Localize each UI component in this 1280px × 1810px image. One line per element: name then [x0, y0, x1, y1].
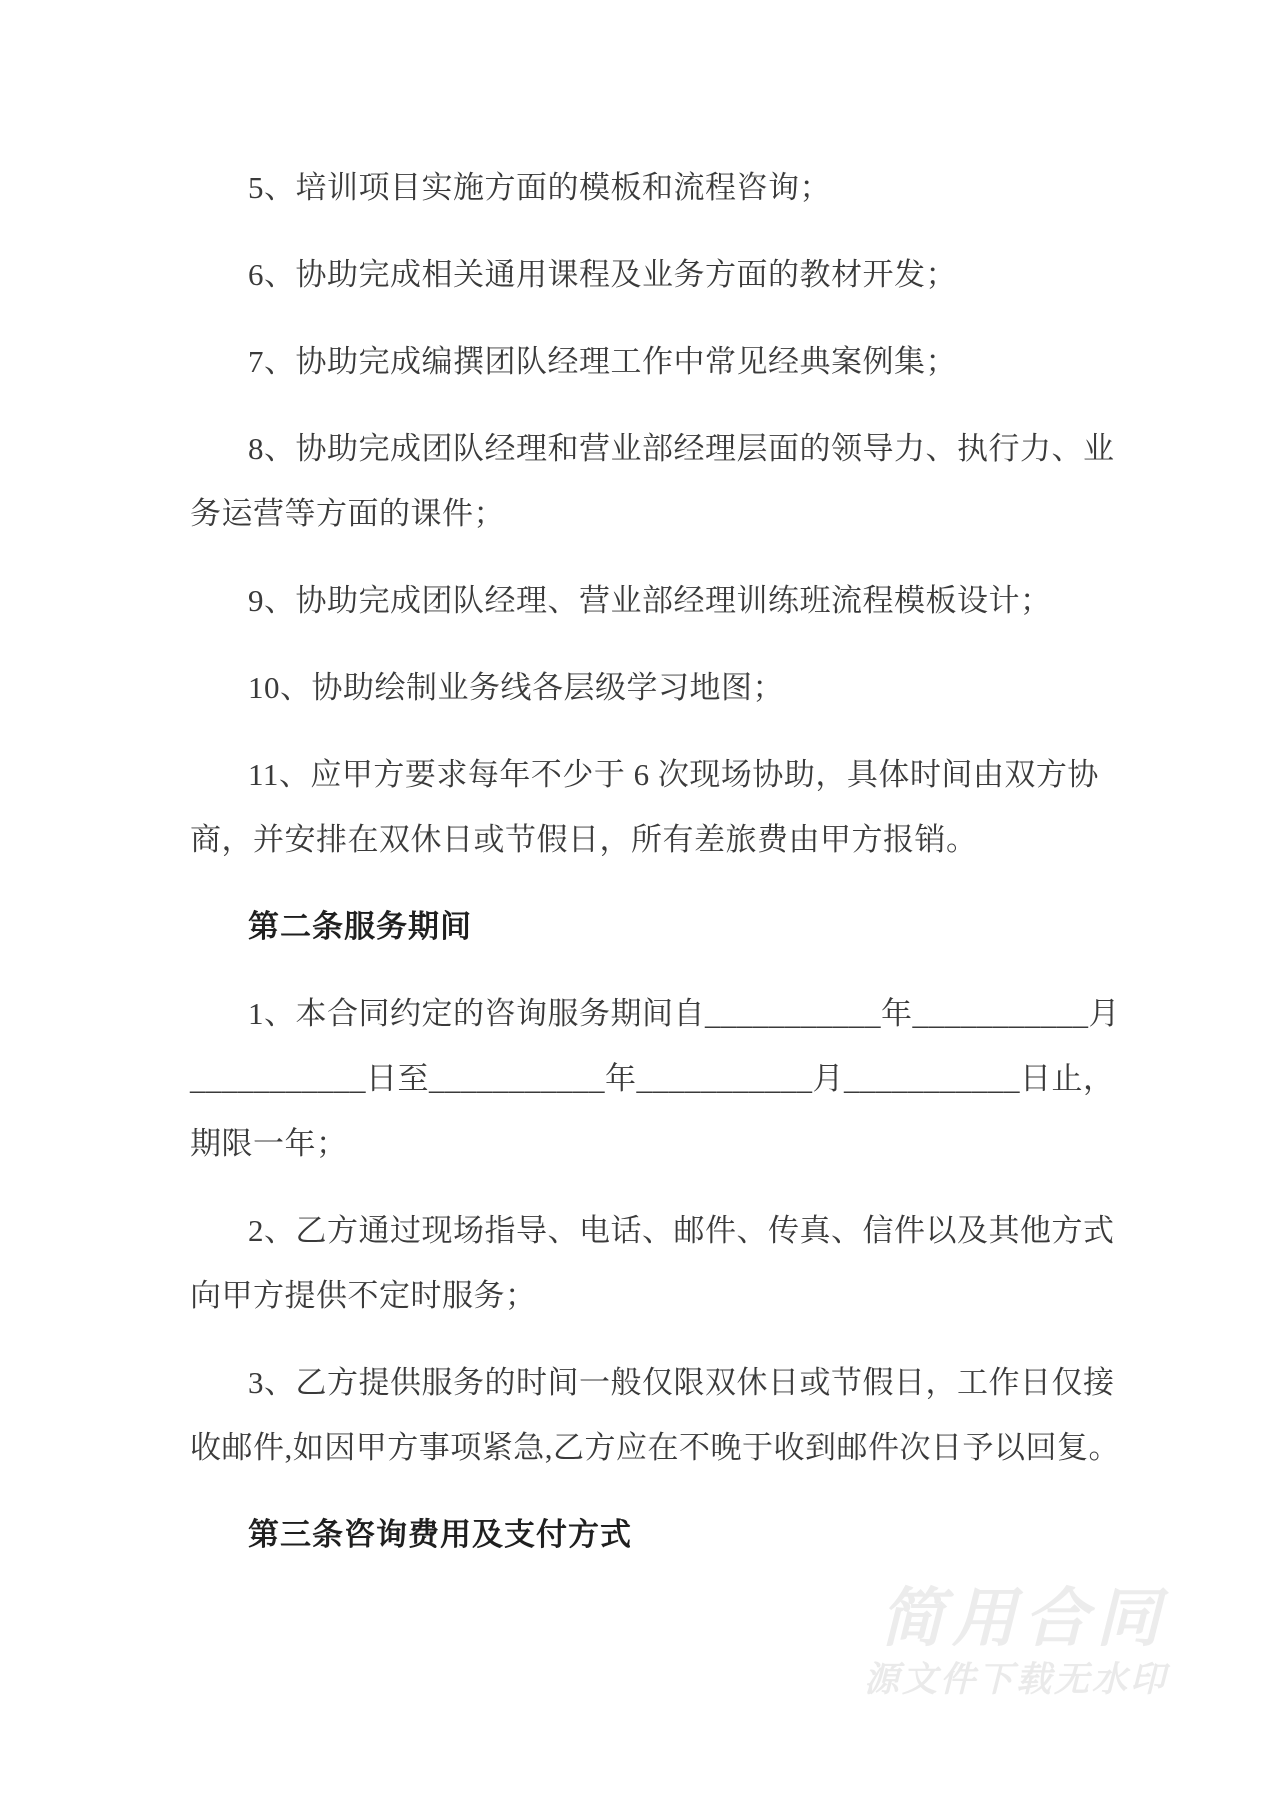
clause-item-6 — [190, 242, 1095, 307]
section-heading-article-2 — [190, 894, 1095, 959]
clause-text-line: 向甲方提供不定时服务； — [190, 1278, 537, 1313]
clause-item-1-service-period — [190, 981, 1120, 1176]
section-heading-article-3 — [190, 1502, 1095, 1567]
clause-text-line: 11、应甲方要求每年不少于 6 次现场协助，具体时间由双方协 — [248, 757, 1099, 792]
clause-item-10 — [190, 655, 1095, 720]
clause-item-8 — [190, 416, 1115, 546]
clause-text-line: 收邮件,如因甲方事项紧急,乙方应在不晚于收到邮件次日予以回复。 — [190, 1430, 1120, 1465]
heading-text: 第三条咨询费用及支付方式 — [248, 1517, 632, 1552]
clause-item-7 — [190, 329, 1095, 394]
clause-text-line-with-blanks: 1、本合同约定的咨询服务期间自___________年___________月 — [248, 996, 1120, 1031]
watermark — [864, 1578, 1168, 1702]
clause-text-line: 务运营等方面的课件； — [190, 496, 505, 531]
clause-text-line: 3、乙方提供服务的时间一般仅限双休日或节假日，工作日仅接 — [248, 1365, 1115, 1400]
clause-text-line: 期限一年； — [190, 1126, 348, 1161]
clause-text-line: 5、培训项目实施方面的模板和流程咨询； — [248, 170, 831, 205]
clause-text-line: 9、协助完成团队经理、营业部经理训练班流程模板设计； — [248, 583, 1052, 618]
clause-text-line: 2、乙方通过现场指导、电话、邮件、传真、信件以及其他方式 — [248, 1213, 1115, 1248]
contract-body — [190, 155, 1120, 1589]
clause-text-line: 7、协助完成编撰团队经理工作中常见经典案例集； — [248, 344, 957, 379]
clause-item-5 — [190, 155, 1095, 220]
clause-text-line: 10、协助绘制业务线各层级学习地图； — [248, 670, 784, 705]
watermark-title: 简用合同 — [880, 1582, 1168, 1654]
clause-item-3-service-period — [190, 1350, 1120, 1480]
watermark-subtitle: 源文件下载无水印 — [863, 1660, 1168, 1699]
clause-text-line: 8、协助完成团队经理和营业部经理层面的领导力、执行力、业 — [248, 431, 1115, 466]
clause-text-line-with-blanks: ___________日至___________年___________月___________日止， — [190, 1061, 1115, 1096]
clause-item-11 — [190, 742, 1099, 872]
clause-text-line: 6、协助完成相关通用课程及业务方面的教材开发； — [248, 257, 957, 292]
clause-item-2-service-period — [190, 1198, 1115, 1328]
clause-text-line: 商，并安排在双休日或节假日，所有差旅费由甲方报销。 — [190, 822, 978, 857]
heading-text: 第二条服务期间 — [248, 909, 472, 944]
clause-item-9 — [190, 568, 1095, 633]
